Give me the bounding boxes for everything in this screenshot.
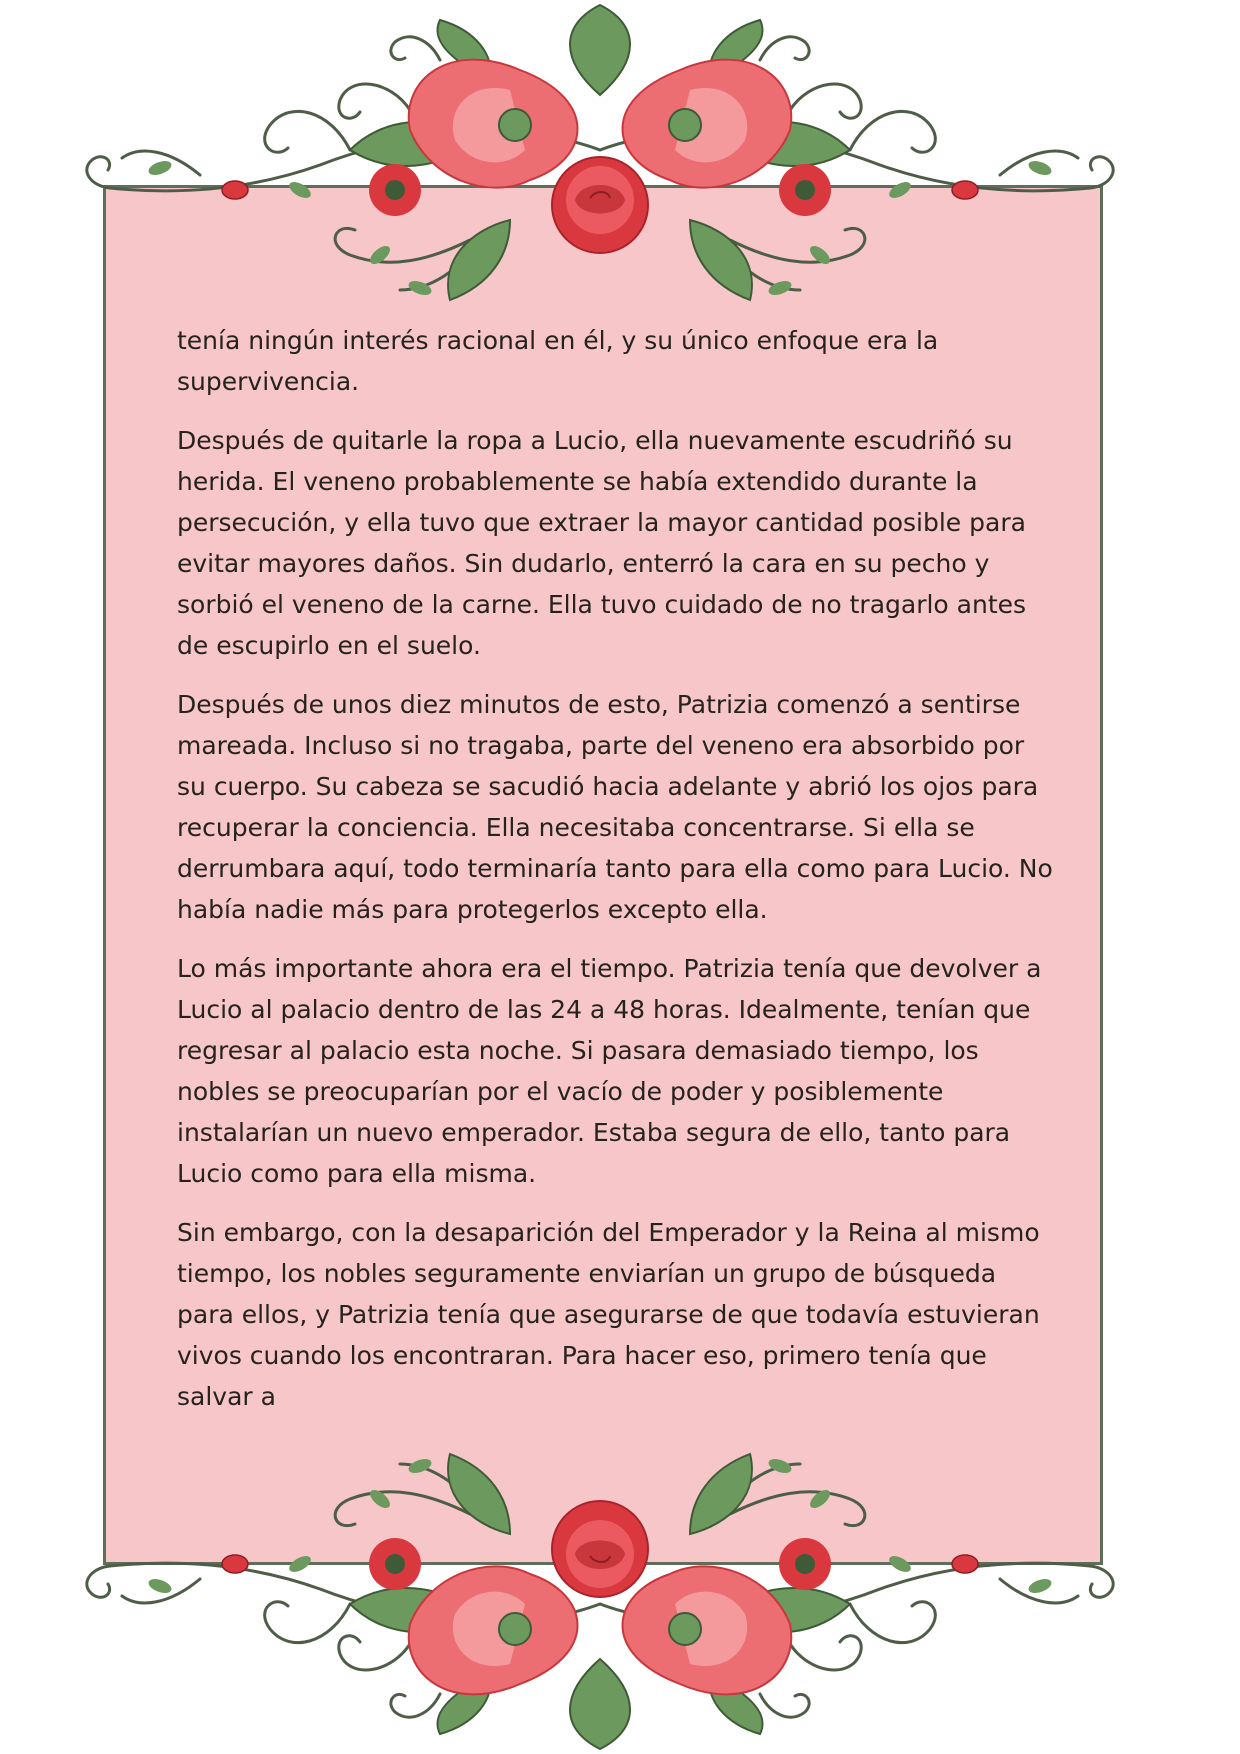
bottom-floral-ornament xyxy=(50,1424,1150,1754)
paragraph: Sin embargo, con la desaparición del Emperador y la Reina al mismo tiempo, los nobles seguramente enviarían un grupo de búsqueda para ellos, y Patrizia tenía que asegurarse de que todavía estuvieran vivos cuando los encontraran. Para hacer eso, primero tenía que salvar a xyxy=(177,1218,1040,1411)
rose-icon xyxy=(87,5,1113,300)
paragraph: Después de quitarle la ropa a Lucio, ella nuevamente escudriñó su herida. El veneno probablemente se había extendido durante la persecución, y ella tuvo que extraer la mayor cantidad posible para evitar mayores daños. Sin dudarlo, enterró la cara en su pecho y sorbió el veneno de la carne. Ella tuvo cuidado de no tragarlo antes de escupirlo en el suelo. xyxy=(177,426,1027,660)
top-floral-ornament xyxy=(50,0,1150,330)
page-text xyxy=(177,320,1057,1435)
poppy-icon xyxy=(87,1454,1113,1749)
paragraph: Después de unos diez minutos de esto, Patrizia comenzó a sentirse mareada. Incluso si no tragaba, parte del veneno era absorbido por su cuerpo. Su cabeza se sacudió hacia adelante y abrió los ojos para recuperar la conciencia. Ella necesitaba concentrarse. Si ella se derrumbara aquí, todo terminaría tanto para ella como para Lucio. No había nadie más para protegerlos excepto ella. xyxy=(177,690,1053,924)
paragraph: Lo más importante ahora era el tiempo. Patrizia tenía que devolver a Lucio al palacio dentro de las 24 a 48 horas. Idealmente, tenían que regresar al palacio esta noche. Si pasara demasiado tiempo, los nobles se preocuparían por el vacío de poder y posiblemente instalarían un nuevo emperador. Estaba segura de ello, tanto para Lucio como para ella misma. xyxy=(177,954,1042,1188)
paragraph: tenía ningún interés racional en él, y su único enfoque era la supervivencia. xyxy=(177,326,939,396)
